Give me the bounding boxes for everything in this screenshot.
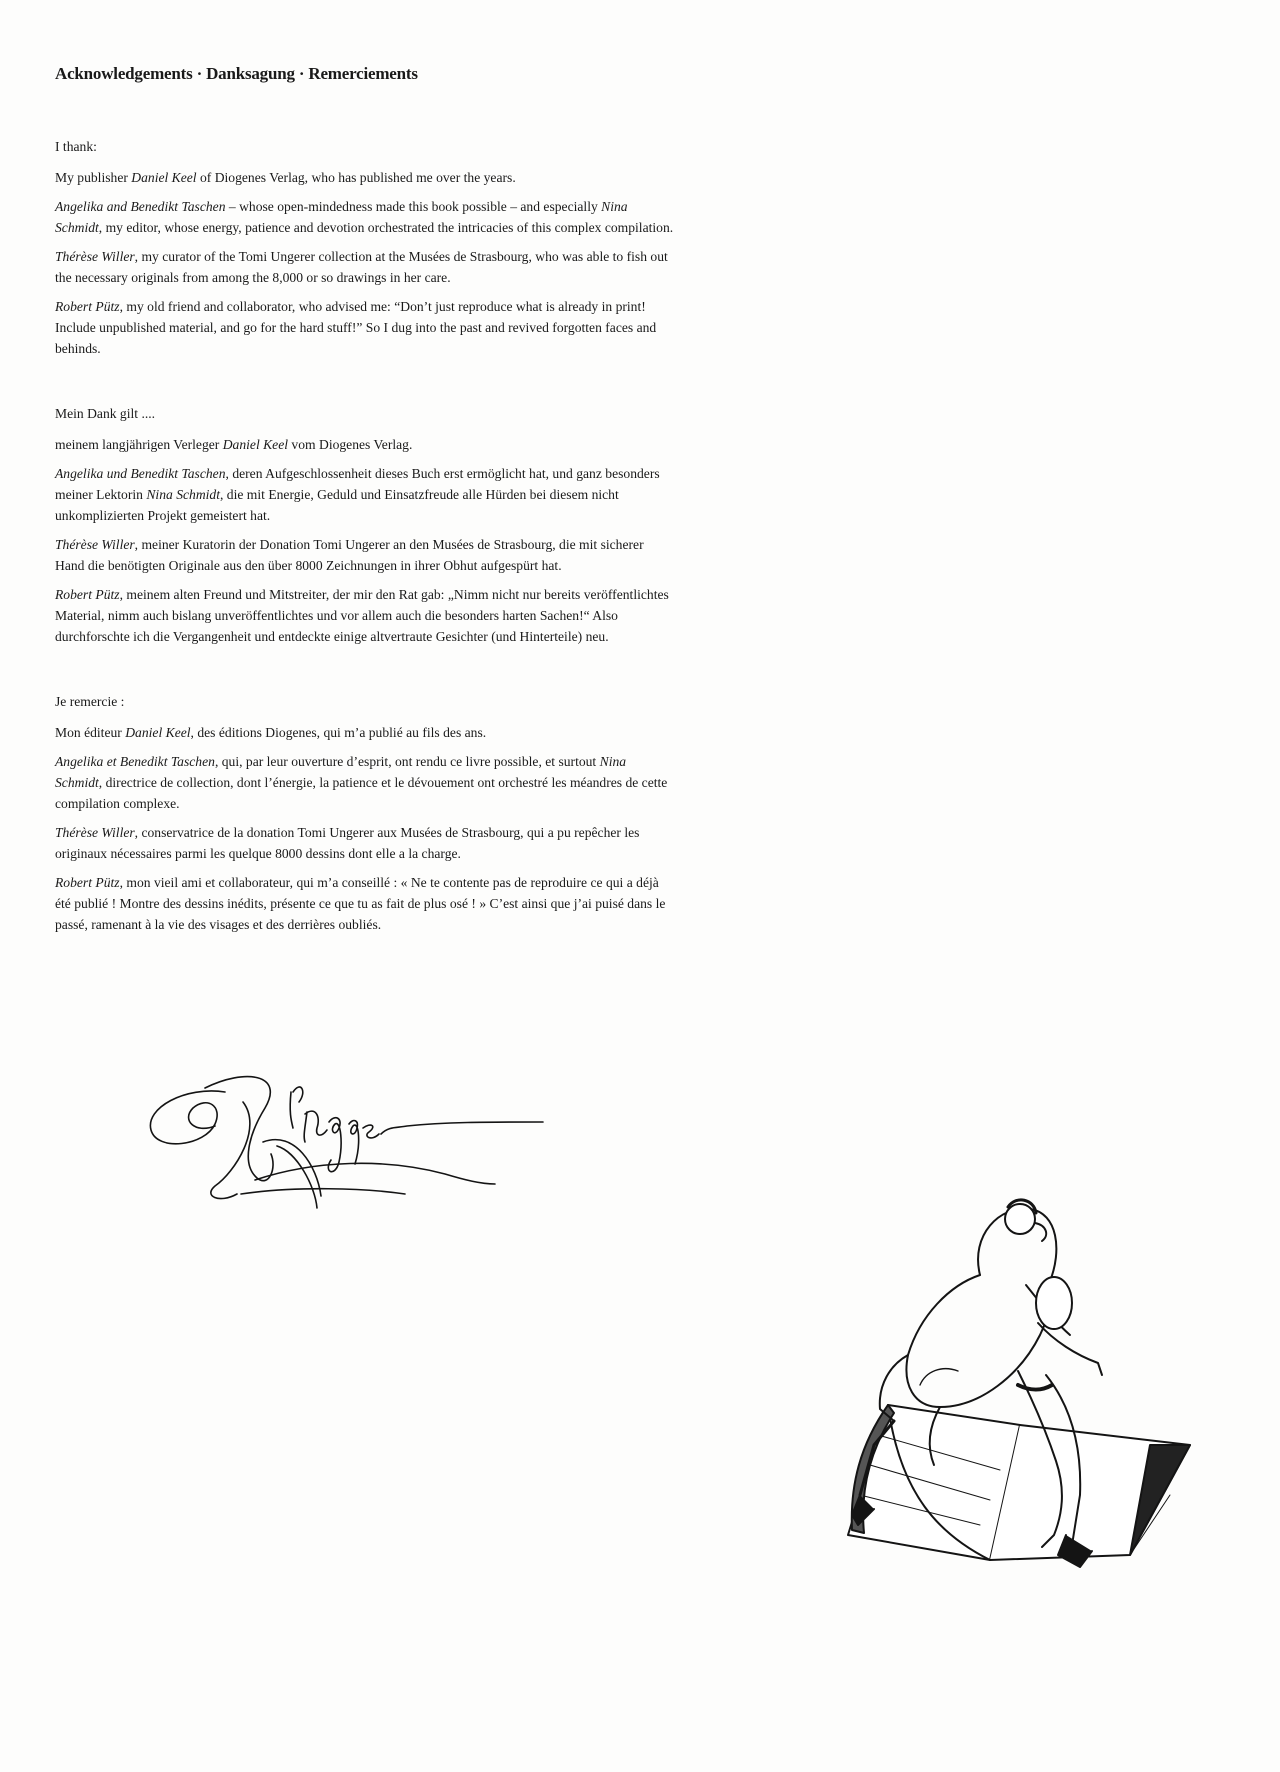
paragraph-text: , my old friend and collaborator, who advised me: “Don’t just reproduce what is already in print! Include unpublished material, and go for the hard stuff!” So I dug into the past and revived forgotten faces and behinds. [55, 299, 657, 356]
paragraph-text: , des éditions Diogenes, qui m’a publié au fils des ans. [190, 725, 487, 740]
page-title: Acknowledgements · Danksagung · Remerciements [55, 64, 418, 83]
person-name: Angelika and Benedikt Taschen [55, 199, 226, 214]
paragraph-text: , qui, par leur ouverture d’esprit, ont rendu ce livre possible, et surtout [214, 754, 600, 769]
author-signature [145, 1068, 565, 1248]
person-name: Robert Pütz [55, 875, 120, 890]
person-name: Nina Schmidt [146, 487, 220, 502]
paragraph-text: – whose open-mindedness made this book possible – and especially [225, 199, 602, 214]
paragraph-text: , conservatrice de la donation Tomi Ungerer aux Musées de Strasbourg, qui a pu repêcher les originaux nécessaires parmi les quelque 8000 dessins dont elle a la charge. [55, 825, 640, 861]
paragraph-text: , directrice de collection, dont l’énergie, la patience et le dévouement ont orchestré les méandres de cette compilation complexe. [55, 775, 668, 811]
section-intro: Mein Dank gilt .... [55, 406, 156, 421]
text-column [55, 136, 675, 979]
person-name: Thérèse Willer [55, 249, 135, 264]
paragraph-text: My publisher [55, 170, 132, 185]
paragraph-text: Mon éditeur [55, 725, 126, 740]
paragraph-text: , mon vieil ami et collaborateur, qui m’a conseillé : « Ne te contente pas de reproduire ce qui a déjà été publié ! Montre des dessins inédits, présente ce que tu as fait de plus osé ! » C’est ainsi que j’ai puisé dans le passé, ramenant à la vie des visages et des derrières oubliés. [55, 875, 666, 932]
paragraph-text: , my curator of the Tomi Ungerer collection at the Musées de Strasbourg, who was able to fish out the necessary originals from among the 8,000 or so drawings in her care. [55, 249, 668, 285]
person-name: Daniel Keel [125, 725, 191, 740]
acknowledgement-paragraph [55, 296, 675, 359]
paragraph-text: , deren Aufgeschlossenheit dieses Buch erst ermöglicht hat, und ganz besonders meiner Lektorin [55, 466, 660, 502]
paragraph-text: of Diogenes Verlag, who has published me over the years. [196, 170, 516, 185]
paragraph-text: meinem langjährigen Verleger [55, 437, 223, 452]
person-name: Robert Pütz [55, 299, 120, 314]
acknowledgement-paragraph [55, 246, 675, 288]
acknowledgement-paragraph [55, 751, 675, 814]
ink-drawing-illustration [830, 1195, 1210, 1595]
paragraph-text: , meiner Kuratorin der Donation Tomi Ungerer an den Musées de Strasbourg, die mit sicherer Hand die benötigten Originale aus den über 8000 Zeichnungen in ihrer Obhut aufgespürt hat. [55, 537, 644, 573]
paragraph-text: , meinem alten Freund und Mitstreiter, der mir den Rat gab: „Nimm nicht nur bereits veröffentlichtes Material, nimm auch bislang unveröffentlichtes und vor allem auch die besonders harten Sachen!“ Also durchforschte ich die Vergangenheit und entdeckte einige altvertraute Gesichter (und Hinterteile) neu. [55, 587, 669, 644]
acknowledgement-paragraph [55, 584, 675, 647]
person-name: Angelika und Benedikt Taschen [55, 466, 226, 481]
acknowledgement-paragraph [55, 463, 675, 526]
person-name: Angelika et Benedikt Taschen [55, 754, 215, 769]
acknowledgement-paragraph [55, 434, 675, 455]
section-german [55, 403, 675, 647]
person-name: Thérèse Willer [55, 825, 135, 840]
acknowledgement-paragraph [55, 872, 675, 935]
paragraph-text: , my editor, whose energy, patience and devotion orchestrated the intricacies of this complex compilation. [98, 220, 674, 235]
section-intro: I thank: [55, 139, 97, 154]
person-name: Nina Schmidt [55, 199, 628, 235]
section-intro: Je remercie : [55, 694, 125, 709]
person-name: Thérèse Willer [55, 537, 135, 552]
acknowledgement-paragraph [55, 722, 675, 743]
section-french [55, 691, 675, 935]
person-name: Nina Schmidt [55, 754, 627, 790]
person-name: Robert Pütz [55, 587, 120, 602]
acknowledgement-paragraph [55, 822, 675, 864]
person-name: Daniel Keel [131, 170, 197, 185]
person-name: Daniel Keel [222, 437, 289, 452]
acknowledgement-paragraph [55, 167, 675, 188]
acknowledgement-paragraph [55, 196, 675, 238]
paragraph-text: , die mit Energie, Geduld und Einsatzfreude alle Hürden bei diesem nicht unkomplizierten Projekt gemeistert hat. [55, 487, 619, 523]
acknowledgement-paragraph [55, 534, 675, 576]
section-english [55, 136, 675, 359]
paragraph-text: vom Diogenes Verlag. [288, 437, 413, 452]
